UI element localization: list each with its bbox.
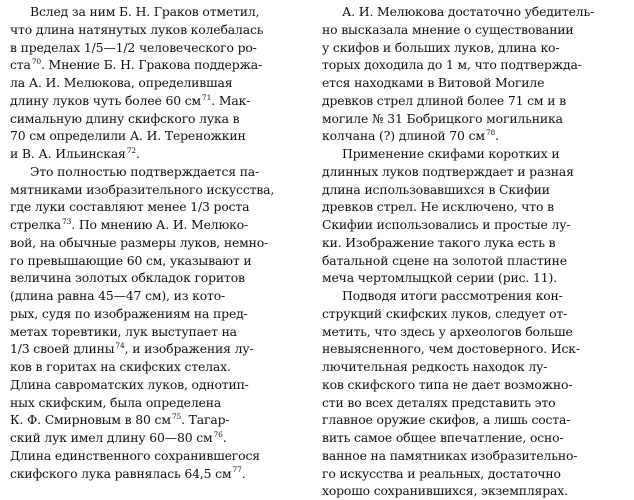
text-line bbox=[10, 429, 306, 447]
line-text: Подводя итоги рассмотрения кон- bbox=[342, 288, 563, 303]
line-text: меча чертомлыцкой серии (рис. 11). bbox=[322, 270, 557, 286]
line-text: го превышающие 60 см, указывают и bbox=[10, 252, 252, 268]
line-text: колчана (?) длиной 70 см bbox=[322, 128, 485, 144]
text-line bbox=[10, 305, 306, 323]
line-text: ных скифским, была определена bbox=[10, 394, 222, 410]
footnote-reference: 71 bbox=[202, 92, 212, 102]
line-text: сти во всех деталях представить это bbox=[322, 394, 556, 410]
footnote-reference: 74 bbox=[115, 341, 125, 351]
text-line bbox=[322, 287, 622, 305]
line-text: стрелка bbox=[10, 217, 62, 232]
text-line bbox=[10, 181, 306, 199]
footnote-reference: 73 bbox=[62, 216, 72, 226]
line-text: метах торевтики, лук выступает на bbox=[10, 323, 237, 339]
line-text: длину луков чуть более 60 см bbox=[10, 92, 202, 108]
text-line bbox=[10, 465, 306, 483]
text-line bbox=[322, 3, 622, 21]
text-line bbox=[322, 56, 622, 74]
text-line bbox=[322, 252, 622, 270]
line-text: древков стрел. Не исключено, что в bbox=[322, 199, 554, 215]
line-text: ский лук имел длину 60—80 см bbox=[10, 430, 213, 445]
line-text: длина использовавшихся в Скифии bbox=[322, 181, 550, 197]
line-text: 1/3 своей длины bbox=[10, 341, 115, 357]
footnote-reference: 70 bbox=[31, 57, 41, 67]
text-line bbox=[322, 21, 622, 39]
text-line bbox=[10, 92, 306, 110]
text-line bbox=[10, 198, 306, 216]
line-text: в пределах 1/5—1/2 человеческого ро- bbox=[10, 39, 257, 55]
line-text: ла А. И. Мелюкова, определившая bbox=[10, 75, 233, 90]
line-text: древков стрел длиной более 71 см и в bbox=[322, 92, 566, 108]
line-text-after-footnote: . bbox=[495, 128, 499, 144]
text-line bbox=[322, 447, 622, 465]
line-text: лючительная редкость находок лу- bbox=[322, 359, 548, 374]
line-text: метить, что здесь у археологов больше bbox=[322, 323, 573, 339]
text-line bbox=[10, 56, 306, 74]
text-line bbox=[322, 358, 622, 376]
line-text: батальной сцене на золотой пластине bbox=[322, 252, 567, 268]
text-line bbox=[10, 21, 306, 39]
line-text-after-footnote: , и изображения лу- bbox=[124, 341, 254, 357]
line-text: но высказала мнение о существовании bbox=[322, 21, 574, 37]
text-line bbox=[322, 340, 622, 358]
line-text: го искусства и реальных, достаточно bbox=[322, 465, 561, 481]
text-line bbox=[322, 269, 622, 287]
line-text: Скифии использовались и простые лу- bbox=[322, 217, 571, 232]
text-line bbox=[322, 394, 622, 412]
line-text: струкций скифских луков, следует от- bbox=[322, 305, 568, 321]
text-line bbox=[10, 3, 306, 21]
line-text-after-footnote: . Тагар- bbox=[181, 412, 230, 428]
line-text: Применение скифами коротких и bbox=[342, 146, 560, 161]
line-text: где луки составляют менее 1/3 роста bbox=[10, 199, 250, 215]
right-column bbox=[322, 3, 622, 500]
text-line bbox=[322, 181, 622, 199]
paragraph bbox=[322, 3, 622, 145]
paragraph bbox=[10, 3, 306, 163]
paragraph bbox=[322, 287, 622, 500]
footnote-reference: 75 bbox=[171, 412, 182, 422]
text-line bbox=[322, 74, 622, 92]
line-text: ков скифского типа не дает возможно- bbox=[322, 376, 573, 392]
line-text-after-footnote: . bbox=[241, 465, 246, 481]
line-text: невыясненного, чем достоверного. Иск- bbox=[322, 341, 580, 357]
text-line bbox=[322, 145, 622, 163]
line-text: Длина единственного сохранившегося bbox=[10, 447, 260, 463]
line-text: Длина савроматских луков, однотип- bbox=[10, 376, 249, 392]
text-line bbox=[10, 323, 306, 341]
line-text: 70 см определили А. И. Тереножкин bbox=[10, 128, 246, 144]
text-line bbox=[10, 39, 306, 57]
text-line bbox=[322, 411, 622, 429]
text-line bbox=[322, 216, 622, 234]
line-text: К. Ф. Смирновым в 80 см bbox=[10, 412, 171, 428]
left-column bbox=[10, 3, 306, 482]
text-line bbox=[10, 340, 306, 358]
line-text: у скифов и больших луков, длина ко- bbox=[322, 39, 560, 55]
text-line bbox=[322, 482, 622, 500]
line-text-after-footnote: . bbox=[135, 146, 140, 161]
line-text: вой, на обычные размеры луков, немно- bbox=[10, 234, 269, 250]
text-line bbox=[10, 252, 306, 270]
paragraph bbox=[10, 163, 306, 483]
line-text: и В. А. Ильинская bbox=[10, 146, 126, 161]
line-text: ста bbox=[10, 57, 31, 73]
line-text-after-footnote: . Мнение Б. Н. Гракова поддержа- bbox=[40, 57, 263, 73]
text-line bbox=[322, 234, 622, 252]
text-line bbox=[322, 376, 622, 394]
line-text-after-footnote: . Мак- bbox=[211, 92, 251, 108]
text-line bbox=[10, 411, 306, 429]
text-line bbox=[10, 269, 306, 287]
footnote-reference: 78 bbox=[485, 128, 496, 138]
line-text: скифского лука равнялась 64,5 см bbox=[10, 465, 232, 481]
line-text: ванное на памятниках изобразительно- bbox=[322, 447, 578, 463]
line-text: ков в горитах на скифских стелах. bbox=[10, 359, 231, 374]
line-text: величина золотых обкладок горитов bbox=[10, 270, 245, 286]
text-line bbox=[10, 74, 306, 92]
text-line bbox=[322, 163, 622, 181]
text-line bbox=[322, 39, 622, 57]
line-text: (длина равна 45—47 см), из кото- bbox=[10, 288, 226, 303]
footnote-reference: 72 bbox=[126, 145, 136, 155]
text-line bbox=[10, 234, 306, 252]
text-line bbox=[10, 127, 306, 145]
text-line bbox=[322, 110, 622, 128]
line-text: главное оружие скифов, а лишь соста- bbox=[322, 412, 571, 428]
text-line bbox=[322, 305, 622, 323]
text-line bbox=[10, 163, 306, 181]
text-line bbox=[10, 447, 306, 465]
line-text: рых, судя по изображениям на пред- bbox=[10, 305, 248, 321]
line-text: симальную длину скифского лука в bbox=[10, 110, 240, 126]
text-line bbox=[10, 216, 306, 234]
line-text: вить самое общее впечатление, осно- bbox=[322, 430, 564, 445]
text-line bbox=[10, 287, 306, 305]
text-line bbox=[322, 465, 622, 483]
footnote-reference: 76 bbox=[213, 429, 223, 439]
line-text: ки. Изображение такого лука есть в bbox=[322, 234, 556, 250]
paragraph bbox=[322, 145, 622, 287]
line-text: длинных луков подтверждает и разная bbox=[322, 163, 574, 179]
text-line bbox=[10, 145, 306, 163]
line-text: ется находками в Витовой Могиле bbox=[322, 75, 545, 90]
text-line bbox=[322, 198, 622, 216]
text-line bbox=[322, 429, 622, 447]
line-text: Это полностью подтверждается па- bbox=[30, 163, 260, 179]
line-text: хорошо сохранившихся, экземплярах. bbox=[322, 483, 568, 499]
line-text: мятниками изобразительного искусства, bbox=[10, 181, 275, 197]
line-text-after-footnote: . bbox=[222, 430, 227, 445]
text-line bbox=[322, 127, 622, 145]
text-line bbox=[322, 323, 622, 341]
footnote-reference: 77 bbox=[232, 465, 242, 475]
text-line bbox=[10, 376, 306, 394]
line-text-after-footnote: . По мнению А. И. Мелюко- bbox=[71, 217, 249, 232]
text-line bbox=[10, 110, 306, 128]
text-line bbox=[10, 394, 306, 412]
line-text: торых доходила до 1 м, что подтвержда- bbox=[322, 57, 582, 73]
line-text: Вслед за ним Б. Н. Граков отметил, bbox=[30, 4, 260, 19]
line-text: могиле № 31 Бобрицкого могильника bbox=[322, 110, 563, 126]
text-line bbox=[322, 92, 622, 110]
text-line bbox=[10, 358, 306, 376]
line-text: А. И. Мелюкова достаточно убедитель- bbox=[342, 4, 595, 19]
line-text: что длина натянутых луков колебалась bbox=[10, 21, 264, 37]
